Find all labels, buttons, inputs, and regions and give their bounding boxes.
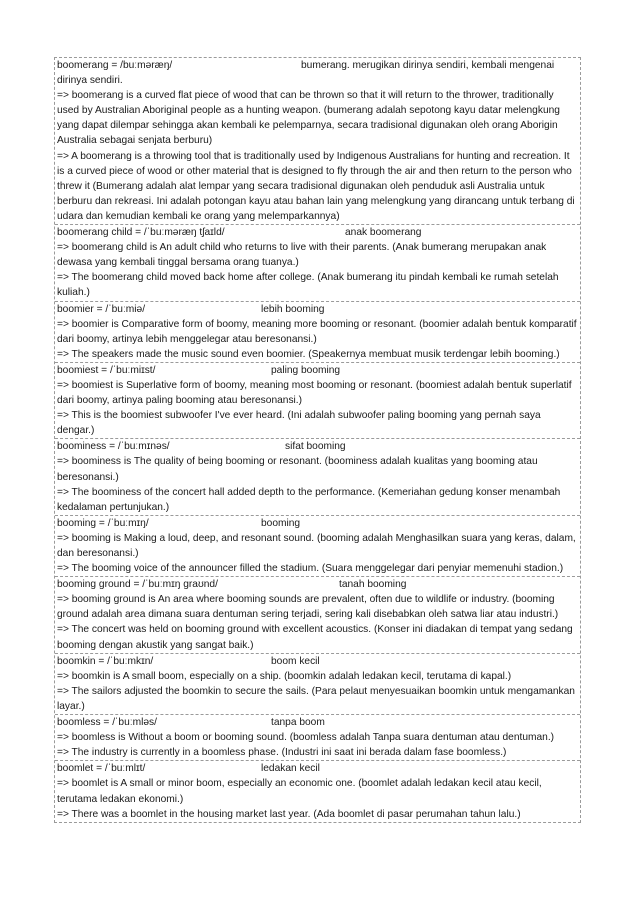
entry-booming-ground <box>55 577 580 653</box>
entry-term: boomerang child = /ˈbuːməræŋ tʃaɪld/ <box>57 227 225 239</box>
entry-example: => The sailors adjusted the boomkin to secure the sails. (Para pelaut menyesuaikan boomkin untuk mengamankan layar.) <box>57 685 575 712</box>
entry-translation: tanah booming <box>339 579 407 591</box>
entry-boomlet <box>55 761 580 821</box>
entry-boomiest <box>55 363 580 439</box>
entry-translation: paling booming <box>271 364 341 376</box>
entry-head <box>57 225 578 240</box>
entry-boominess <box>55 439 580 515</box>
entry-example: => This is the boomiest subwoofer I've ever heard. (Ini adalah subwoofer paling booming yang pernah saya dengar.) <box>57 410 541 437</box>
entry-example: => The speakers made the music sound even boomier. (Speakernya membuat musik terdengar lebih booming.) <box>57 348 560 360</box>
entry-example: => There was a boomlet in the housing market last year. (Ada boomlet di pasar perumahan tahun lalu.) <box>57 808 521 820</box>
entry-translation: anak boomerang <box>345 227 422 239</box>
entry-term: boomlet = /ˈbuːmlɪt/ <box>57 763 146 775</box>
entry-term: boomerang = /buːməræŋ/ <box>57 60 173 71</box>
entry-example: => The booming voice of the announcer filled the stadium. (Suara menggelegar dari penyiar memenuhi stadion.) <box>57 563 564 575</box>
entry-definition: => boomiest is Superlative form of boomy, meaning most booming or resonant. (boomiest adalah bentuk superlatif dari boomy, artinya paling booming atau beresonansi.) <box>57 379 572 407</box>
entry-term: boomiest = /ˈbuːmiɪst/ <box>57 364 156 376</box>
entry-head <box>57 654 578 669</box>
entry-head <box>57 715 578 730</box>
entry-head <box>57 302 578 317</box>
entry-term: boominess = /ˈbuːmɪnəs/ <box>57 441 170 453</box>
entry-head <box>57 577 578 592</box>
entry-translation: bumerang. merugikan dirinya sendiri, kembali mengenai <box>301 60 555 71</box>
entry-definition: => boomier is Comparative form of boomy, meaning more booming or resonant. (boomier adalah bentuk komparatif dari boomy, artinya lebih menggelegar atau beresonansi.) <box>57 318 577 345</box>
entry-translation: booming <box>261 517 301 529</box>
entry-example: => The boominess of the concert hall added depth to the performance. (Kemeriahan gedung konser menambah kedalaman pertunjukan.) <box>57 486 561 513</box>
entry-term: boomkin = /ˈbuːmkɪn/ <box>57 655 154 667</box>
dictionary-entries <box>54 57 581 823</box>
entry-translation: sifat booming <box>285 441 346 453</box>
entry-boomkin <box>55 654 580 715</box>
entry-boomerang-child <box>55 225 580 301</box>
entry-term: boomier = /ˈbuːmiə/ <box>57 303 146 315</box>
entry-example: => The boomerang child moved back home after college. (Anak bumerang itu pindah kembali ke rumah setelah kuliah.) <box>57 272 559 299</box>
entry-definition: => boomerang is a curved flat piece of wood that can be thrown so that it will return to the thrower, traditionally used by Australian Aboriginal people as a hunting weapon. (bumerang adalah sepotong kayu datar melengkung yang dapat dilempar sehingga akan kembali ke pelemparnya, secara tradisional digunakan oleh orang Aborigin Australia sebagai senjata berburu) <box>57 90 560 147</box>
entry-head <box>57 439 578 454</box>
entry-definition: => boominess is The quality of being booming or resonant. (boominess adalah kualitas yang booming atau beresonansi.) <box>57 456 538 483</box>
entry-translation-cont: dirinya sendiri. <box>57 75 123 87</box>
entry-translation: boom kecil <box>271 655 320 667</box>
entry-head <box>57 516 578 531</box>
entry-boomier <box>55 302 580 363</box>
entry-boomless <box>55 715 580 761</box>
entry-translation: ledakan kecil <box>261 763 320 775</box>
entry-definition: => boomless is Without a boom or booming sound. (boomless adalah Tanpa suara dentuman atau dentuman.) <box>57 732 555 744</box>
entry-definition: => A boomerang is a throwing tool that is traditionally used by Indigenous Australians for hunting and recreation. It is a curved piece of wood or other material that is designed to fly through the air and then return to the person who threw it (Bumerang adalah alat lempar yang secara tradisional digunakan oleh penduduk asli Australia untuk berburu dan rekreasi. Ini adalah potongan kayu atau bahan lain yang melengkung yang dirancang untuk terbang di udara dan kemudian kembali ke orang yang melemparkannya) <box>57 150 575 222</box>
entry-boomerang <box>55 58 580 225</box>
entry-term: boomless = /ˈbuːmləs/ <box>57 717 157 729</box>
entry-definition: => boomkin is A small boom, especially on a ship. (boomkin adalah ledakan kecil, terutama di kapal.) <box>57 670 512 682</box>
entry-translation: lebih booming <box>261 303 325 315</box>
entry-head <box>57 363 578 378</box>
entry-definition: => boomlet is A small or minor boom, especially an economic one. (boomlet adalah ledakan kecil atau kecil, terutama ledakan ekonomi.) <box>57 778 542 805</box>
entry-example: => The industry is currently in a boomless phase. (Industri ini saat ini berada dalam fase boomless.) <box>57 747 507 759</box>
entry-term: booming ground = /ˈbuːmɪŋ graʊnd/ <box>57 579 218 591</box>
entry-head <box>57 58 578 73</box>
entry-definition: => booming is Making a loud, deep, and resonant sound. (booming adalah Menghasilkan suara yang keras, dalam, dan beresonansi.) <box>57 532 576 559</box>
entry-booming <box>55 516 580 577</box>
entry-example: => The concert was held on booming ground with excellent acoustics. (Konser ini diadakan di tempat yang sedang booming dengan akustik yang sangat baik.) <box>57 624 573 651</box>
entry-head <box>57 761 578 776</box>
entry-translation: tanpa boom <box>271 717 325 729</box>
entry-term: booming = /ˈbuːmɪŋ/ <box>57 517 149 529</box>
entry-definition: => booming ground is An area where booming sounds are prevalent, often due to wildlife or industry. (booming ground adalah area dimana suara dentuman sering terjadi, sering kali disebabkan oleh satwa liar atau industri.) <box>57 594 559 621</box>
entry-definition: => boomerang child is An adult child who returns to live with their parents. (Anak bumerang merupakan anak dewasa yang kembali tinggal bersama orang tuanya.) <box>57 242 547 269</box>
